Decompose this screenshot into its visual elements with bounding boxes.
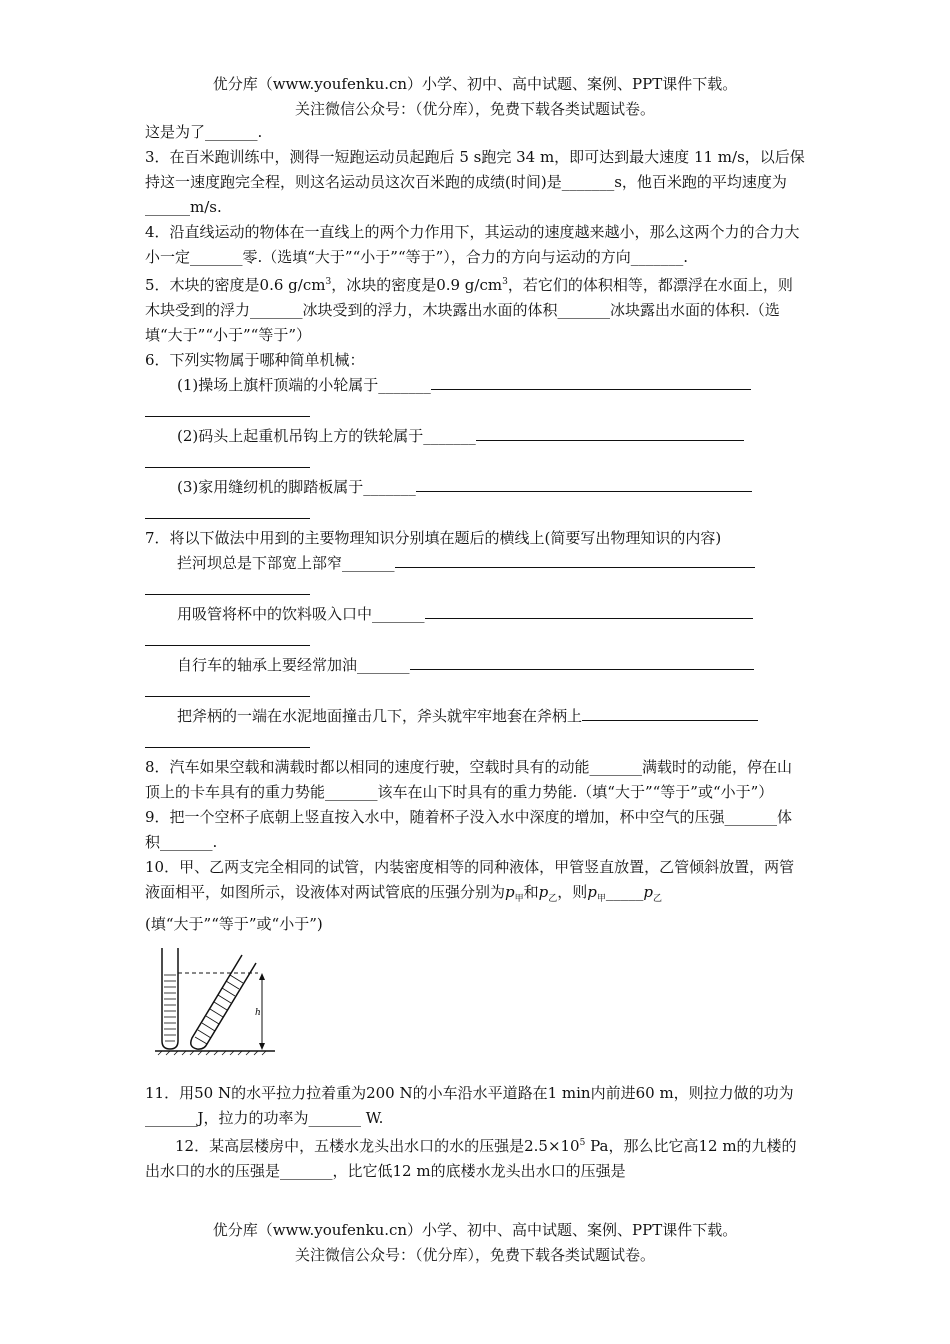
q10-p-symbol: p: [505, 883, 515, 901]
footer-line-2: 关注微信公众号：（优分库），免费下载各类试题试卷。: [294, 1246, 655, 1264]
q7-item-3-tail-line[interactable]: [145, 678, 310, 697]
q5-part-b: ，冰块的密度是0.9 g/cm: [331, 276, 503, 294]
q6-item-1: [145, 373, 807, 398]
q6-item-2: [145, 424, 807, 449]
q10-sub-yi: 乙: [653, 894, 663, 904]
vertical-tube-liquid: [164, 975, 176, 1041]
q6-item-1-text: (1)操场上旗杆顶端的小轮属于_______: [177, 376, 431, 394]
height-arrow-head-top: [259, 973, 265, 980]
height-arrow-head-bottom: [259, 1043, 265, 1050]
q10-sub-yi: 乙: [548, 894, 558, 904]
question-6-stem: 6．下列实物属于哪种简单机械：: [145, 351, 365, 369]
q6-item-3: [145, 475, 807, 500]
q10-ze: ，则: [557, 883, 588, 901]
question-5: [145, 270, 807, 348]
q10-text: 10．甲、乙两支完全相同的试管，内装密度相等的同种液体，甲管竖直放置，乙管倾斜放置，两管液面相平，如图所示，设液体对两试管底的压强分别为: [145, 858, 795, 901]
q7-item-1: [145, 551, 807, 576]
q6-item-2-tail-line[interactable]: [145, 449, 310, 468]
q7-item-4-blank[interactable]: [582, 706, 758, 721]
q6-item-1-blank[interactable]: [431, 375, 751, 390]
q12-sup: 5: [579, 1138, 586, 1148]
q7-item-1-text: 拦河坝总是下部宽上部窄_______: [177, 554, 395, 572]
q7-item-4-tail-line[interactable]: [145, 729, 310, 748]
q10-p-symbol: p: [587, 883, 597, 901]
q7-item-3-text: 自行车的轴承上要经常加油_______: [177, 656, 410, 674]
inclined-test-tube: [191, 955, 256, 1049]
footer-line-1: 优分库（www.youfenku.cn）小学、初中、高中试题、案例、PPT课件下载。: [212, 1221, 738, 1239]
q6-item-3-blank[interactable]: [416, 477, 752, 492]
inclined-tube-liquid: [195, 975, 243, 1044]
q7-item-3-blank[interactable]: [410, 655, 754, 670]
question-9: 9．把一个空杯子底朝上竖直按入水中，随着杯子没入水中深度的增加，杯中空气的压强_______体积_______.: [145, 808, 793, 851]
question-10: [145, 855, 807, 937]
question-12: [145, 1131, 807, 1184]
q7-item-4: [145, 704, 807, 729]
q10-sub-jia: 甲: [514, 894, 524, 904]
q5-sup-2: 3: [502, 277, 508, 287]
q7-item-2-text: 用吸管将杯中的饮料吸入口中_______: [177, 605, 425, 623]
height-label: h: [255, 1008, 261, 1018]
q6-item-3-tail-line[interactable]: [145, 500, 310, 519]
q6-item-1-tail-line[interactable]: [145, 398, 310, 417]
question-3: 3．在百米跑训练中，测得一短跑运动员起跑后 5 s跑完 34 m，即可达到最大速度 11 m/s，以后保持这一速度跑完全程，则这名运动员这次百米跑的成绩(时间)是_______s，他百米跑的平均速度为______m/s.: [145, 148, 805, 216]
q10-he: 和: [523, 883, 539, 901]
question-4: 4．沿直线运动的物体在一直线上的两个力作用下，其运动的速度越来越小，那么这两个力的合力大小一定_______零.（选填“大于”“小于”“等于”），合力的方向与运动的方向_______.: [145, 223, 800, 266]
q10-blank[interactable]: _____: [605, 883, 644, 901]
q5-sup-1: 3: [325, 277, 332, 287]
q7-item-4-text: 把斧柄的一端在水泥地面撞击几下，斧头就牢牢地套在斧柄上: [177, 707, 583, 725]
q5-part-c: ，若它们的体积相等，都漂浮在水面上，则木块受到的浮力_______冰块受到的浮力，木块露出水面的体积_______冰块露出水面的体积.（选填“大于”“小于”“等于”）: [145, 276, 793, 344]
vertical-test-tube: [162, 948, 178, 1049]
q7-item-2-blank[interactable]: [425, 604, 753, 619]
page-footer: [0, 1218, 950, 1268]
q5-part-a: 5．木块的密度是0.6 g/cm: [145, 276, 326, 294]
header-line-1: 优分库（www.youfenku.cn）小学、初中、高中试题、案例、PPT课件下载。: [212, 75, 738, 93]
q10-sub-jia: 甲: [596, 894, 606, 904]
q10-tail: (填“大于”“等于”或“小于”): [145, 915, 323, 933]
header-line-2: 关注微信公众号：（优分库），免费下载各类试题试卷。: [294, 100, 655, 118]
q6-item-2-blank[interactable]: [476, 426, 744, 441]
question-8: 8．汽车如果空载和满载时都以相同的速度行驶，空载时具有的动能_______满载时的动能，停在山顶上的卡车具有的重力势能_______该车在山下时具有的重力势能.（填“大于”“等于”或“小于”）: [145, 758, 793, 801]
q7-item-2-tail-line[interactable]: [145, 627, 310, 646]
question-content: [145, 120, 807, 1184]
test-tube-figure: [150, 943, 280, 1063]
question-11: 11．用50 N的水平拉力拉着重为200 N的小车沿水平道路在1 min内前进60 m，则拉力做的功为_______J，拉力的功率为_______ W.: [145, 1084, 794, 1127]
question-2-continuation: 这是为了_______.: [145, 123, 263, 141]
q7-item-3: [145, 653, 807, 678]
q10-p-symbol: p: [643, 883, 654, 901]
question-7-stem: 7．将以下做法中用到的主要物理知识分别填在题后的横线上(简要写出物理知识的内容): [145, 529, 722, 547]
q6-item-2-text: (2)码头上起重机吊钩上方的铁轮属于_______: [177, 427, 476, 445]
q7-item-1-blank[interactable]: [395, 553, 755, 568]
page-header: [0, 72, 950, 122]
q7-item-1-tail-line[interactable]: [145, 576, 310, 595]
q12-part-a: 12．某高层楼房中，五楼水龙头出水口的水的压强是2.5×10: [175, 1137, 580, 1155]
q10-p-symbol: p: [538, 883, 549, 901]
q12-part-b: Pa，那么比它高12 m的九楼的出水口的水的压强是_______，比它低12 m的底楼水龙头出水口的压强是: [145, 1137, 797, 1180]
q7-item-2: [145, 602, 807, 627]
q6-item-3-text: (3)家用缝纫机的脚踏板属于_______: [177, 478, 416, 496]
